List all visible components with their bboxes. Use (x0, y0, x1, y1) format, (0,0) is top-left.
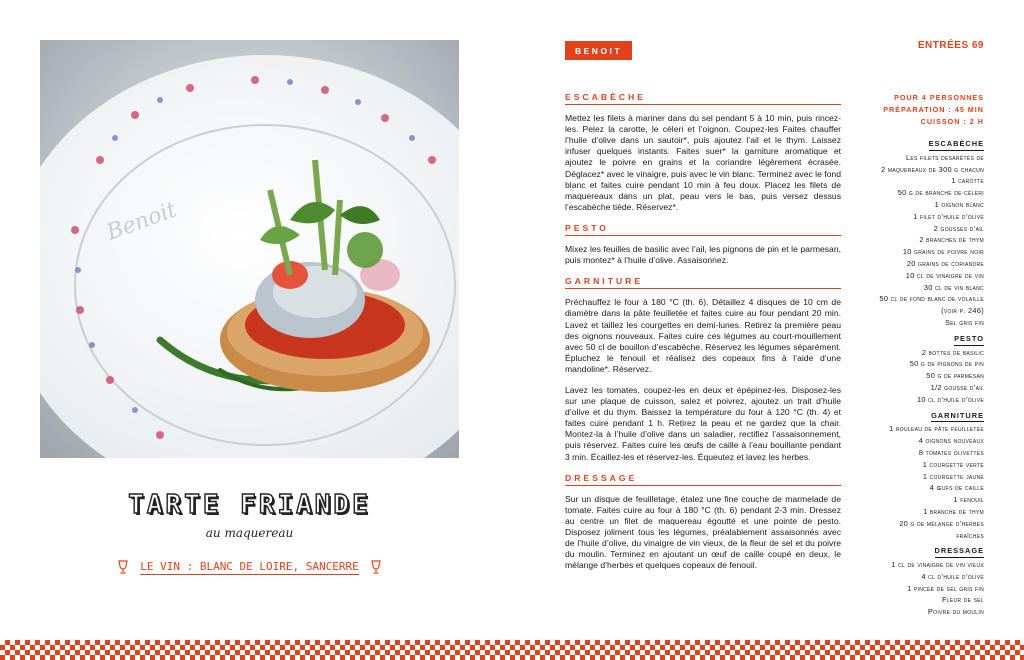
prep-time: PRÉPARATION : 45 MIN (883, 105, 984, 114)
recipe-title-block (40, 490, 459, 540)
ingredient-line: 4 œufs de caille (929, 483, 984, 493)
wine-label: LE VIN : BLANC DE LOIRE, SANCERRE (140, 560, 359, 573)
wine-pairing (40, 560, 459, 574)
section-paragraph: Sur un disque de feuilletage, étalez une fine couche de marmelade de tomate. Faites cuire au four à 180 °C (th. 6) pendant 2-3 min. Dressez au centre un filet de maquereau égoutté et une pointe de pesto. Disposez joliment tous les légumes, préalablement assaisonnés avec de l’huile d’olive, du vinaigre de vin vieux, de la fleur de sel et du poivre du moulin. Terminez en ajoutant un œuf de caille coupé en deux, le mélange d’herbes et quelques copeaux de fenouil. (565, 493, 841, 571)
method-column (565, 92, 841, 581)
ingredient-line: fraîches (956, 530, 984, 540)
ingredient-line: Fleur de sel (942, 595, 984, 605)
cook-time: CUISSON : 2 H (920, 117, 984, 126)
ingredient-line: 1 branche de thym (923, 506, 984, 516)
recipe-title: TARTE FRIANDE (128, 490, 371, 520)
wine-glass-icon (118, 560, 128, 574)
ingredient-line: 1 rouleau de pâte feuilletée (889, 424, 984, 434)
ingredient-line: 10 cl de vinaigre de vin (905, 270, 984, 280)
ingredient-line: 50 cl de fond blanc de volaille (879, 294, 984, 304)
ingredient-group-title: ESCABÈCHE (929, 138, 984, 151)
section-paragraph: Lavez les tomates, coupez-les en deux et épépinez-les. Disposez-les sur une plaque de cuisson, salez et poivrez, ajoutez un trait d’huile d’olive et du thym. Baissez la température du four à 120 °C (th. 4) et faites cuire pendant 1 h. Retirez la peau et ne gardez que la chair. Montez-la à l’huile d’olive dans un saladier, rectifiez l’assaisonnement, puis réservez. Faites cuire les œufs de caille à l’eau bouillante pendant 3 min. Écaillez-les et réservez-les. Équeutez et lavez les herbes. (565, 384, 841, 462)
ingredient-line: Poivre du moulin (927, 607, 984, 617)
ingredient-line: (voir p. 246) (941, 306, 984, 316)
ingredients-column (834, 92, 984, 618)
ingredient-line: 1 carotte (951, 176, 984, 186)
ingredient-group-title: PESTO (954, 333, 984, 346)
checkered-border (0, 640, 1024, 660)
ingredient-line: 2 branches de thym (919, 235, 984, 245)
ingredient-line: 1 filet d’huile d’olive (913, 211, 984, 221)
section-title-garniture: GARNITURE (565, 276, 841, 289)
section-title-escabeche: ESCABÈCHE (565, 92, 841, 105)
ingredient-line: 20 grains de coriandre (906, 258, 984, 268)
svg-text:Benoit: Benoit (103, 197, 181, 246)
ingredient-groups (834, 134, 984, 618)
ingredient-line: 2 gousses d’ail (933, 223, 984, 233)
section-title-pesto: PESTO (565, 223, 841, 236)
recipe-meta (834, 92, 984, 128)
ingredient-group-title: DRESSAGE (935, 545, 984, 558)
restaurant-badge: BENOIT (565, 41, 632, 60)
wine-glass-icon (371, 560, 381, 574)
ingredient-line: Sel gris fin (944, 317, 984, 327)
section-paragraph: Mettez les filets à mariner dans du sel pendant 5 à 10 min, puis rincez-les. Pelez la carotte, le céleri et l’oignon. Coupez-les Faites chauffer l’huile d’olive dans un sautoir*, puis ajoutez l’ail et le thym. Laissez infuser quelques instants. Faites suer* la garniture aromatique et ajoutez le poivre en grains et la coriandre légèrement écrasée. Déglacez* avec le vinaigre, puis avec le vin blanc. Terminez avec le fond blanc et faites cuire pendant 10 min à feu doux. Placez les filets de maquereaux dans un plat, peau vers le bas, puis versez dessus l’escabèche tiède. Réservez*. (565, 113, 841, 212)
servings: POUR 4 PERSONNES (894, 93, 984, 102)
section-title-dressage: DRESSAGE (565, 473, 841, 486)
page-folio: ENTRÉES 69 (917, 40, 984, 51)
ingredient-line: 50 g de branche de céleri (897, 188, 984, 198)
ingredient-line: 4 cl d’huile d’olive (921, 571, 984, 581)
ingredient-line: 1 cl de vinaigre de vin vieux (891, 560, 984, 570)
dish-photo (40, 40, 459, 458)
ingredient-line: 1 oignon blanc (934, 199, 984, 209)
ingredient-line: 1 courgette verte (922, 459, 984, 469)
ingredient-line: 20 g de mélange d’herbes (899, 518, 984, 528)
ingredient-line: 4 oignons nouveaux (918, 436, 984, 446)
ingredient-line: 2 bottes de basilic (921, 347, 984, 357)
ingredient-line: 50 g de pignons de pin (909, 359, 984, 369)
ingredient-group-title: GARNITURE (931, 410, 984, 423)
ingredient-line: 10 cl d’huile d’olive (916, 394, 984, 404)
ingredient-line: 1 pincée de sel gris fin (907, 583, 984, 593)
ingredient-line: 1 fenouil (953, 495, 984, 505)
ingredient-line: 10 grains de poivre noir (902, 247, 984, 257)
recipe-subtitle: au maquereau (205, 526, 294, 540)
ingredient-line: 1 courgette jaune (922, 471, 984, 481)
ingredient-line: 30 cl de vin blanc (923, 282, 984, 292)
ingredient-line: 50 g de parmesan (926, 371, 984, 381)
ingredient-line: 2 maquereaux de 300 g chacun (881, 164, 984, 174)
section-paragraph: Mixez les feuilles de basilic avec l’ail, les pignons de pin et le parmesan, puis montez* à l’huile d’olive. Assaisonnez. (565, 244, 841, 266)
ingredient-line: 8 tomates olivettes (918, 447, 984, 457)
section-paragraph: Préchauffez le four à 180 °C (th. 6). Détaillez 4 disques de 10 cm de diamètre dans la pâte feuilletée et faites cuire au four pendant 20 min. Lavez et taillez les courgettes en demi-lunes. Retirez la première peau des oignons nouveaux. Faites cuire ces légumes au court-mouillement avec 50 cl de bouillon d’escabèche. Réservez les légumes séparément. Épluchez le fenouil et réalisez des copeaux fins à l’aide d’une mandoline*. Réservez. (565, 297, 841, 374)
ingredient-line: 1/2 gousse d’ail (930, 382, 984, 392)
ingredient-line: Les filets désarêtés de (905, 152, 984, 162)
